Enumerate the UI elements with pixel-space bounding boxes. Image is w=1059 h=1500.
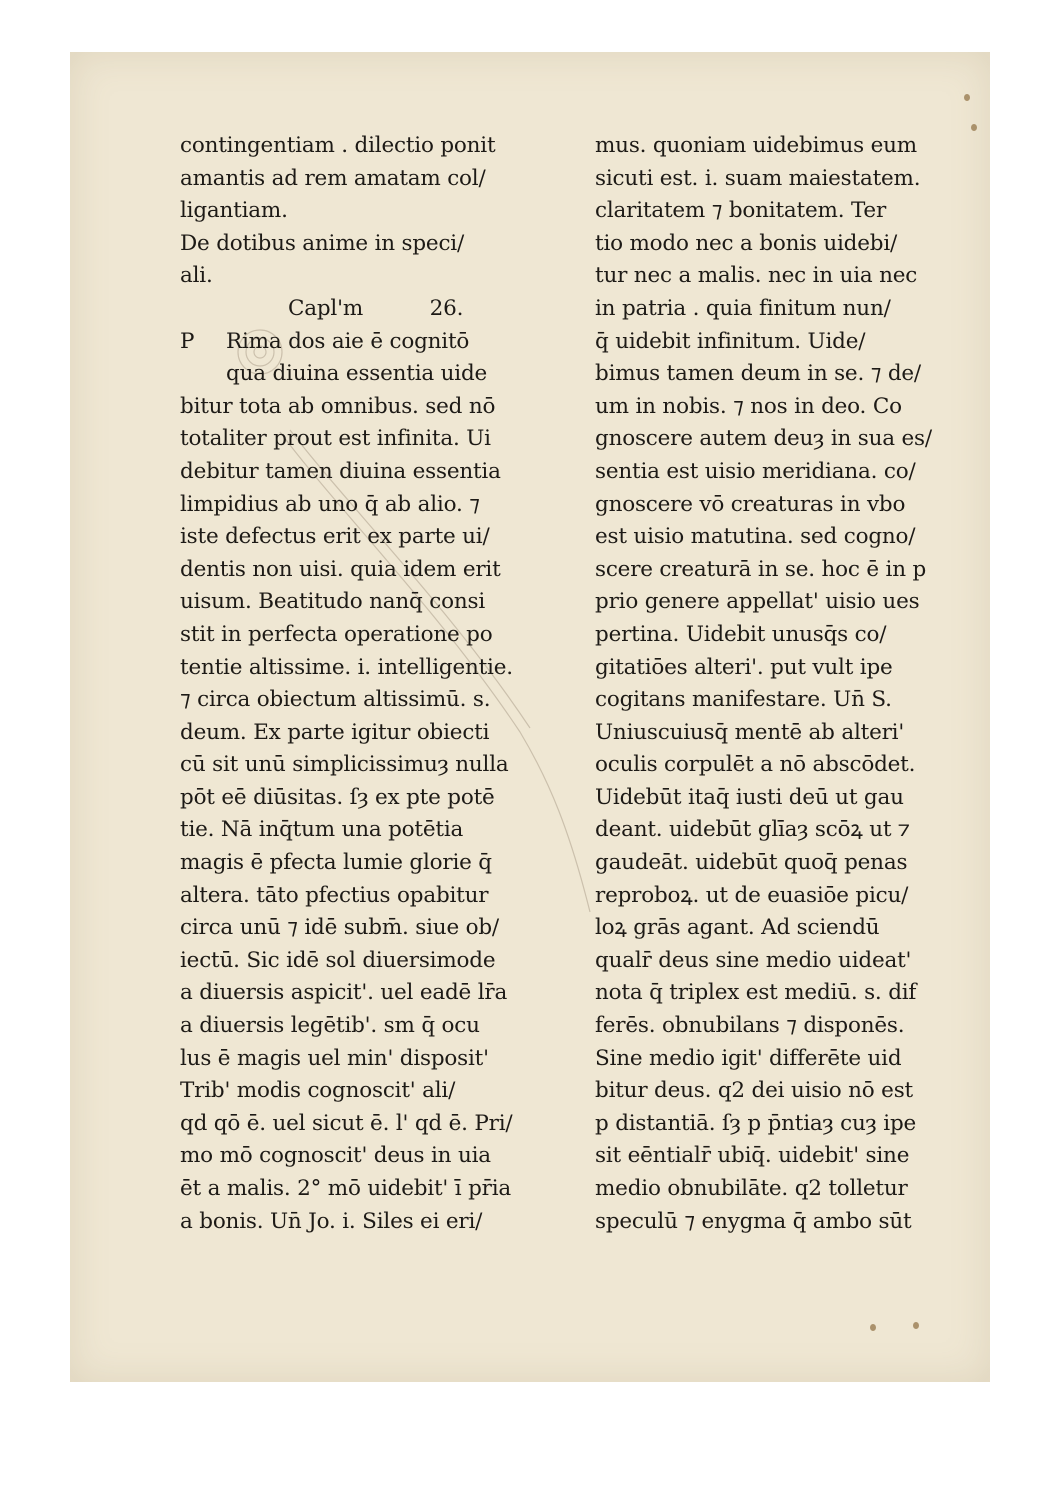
text-line: limpidius ab uno q̄ ab alio. ⁊ — [180, 491, 480, 517]
text-line: lus ē magis uel min' disposit' — [180, 1045, 489, 1071]
text-line: circa unū ⁊ idē subm̄. siue ob/ — [180, 915, 499, 941]
text-line-with-drop-cap — [180, 326, 540, 359]
text-line: ferēs. obnubilans ⁊ disponēs. — [595, 1013, 905, 1039]
text-line: cū sit unū simplicissimuȝ nulla — [180, 752, 509, 778]
text-line: ēt a malis. 2° mō uidebit' ī pr̄ia — [180, 1176, 512, 1201]
text-line: a diuersis aspicit'. uel eadē lr̄a — [180, 980, 508, 1006]
text-line: reproboꝝ. ut de euasiōe picu/ — [595, 882, 909, 908]
text-line: uisum. Beatitudo nanq̄ consi — [180, 589, 485, 615]
text-line: ⁊ circa obiectum altissimū. s. — [180, 687, 491, 713]
text-line: qualr̄ deus sine medio uideat' — [595, 947, 912, 973]
text-line: claritatem ⁊ bonitatem. Ter — [595, 198, 887, 224]
text-line: tentie altissime. i. intelligentie. — [180, 654, 513, 680]
text-line: qd qō ē. uel sicut ē. l' qd ē. Pri/ — [180, 1110, 513, 1136]
text-line: qua diuina essentia uide — [226, 361, 488, 387]
text-line: Trib' modis cognoscit' ali/ — [180, 1078, 456, 1104]
text-line: tur nec a malis. nec in uia nec — [595, 263, 918, 289]
text-line: sicuti est. i. suam maiestatem. — [595, 165, 921, 191]
text-line: medio obnubilāte. q2 tolletur — [595, 1176, 908, 1201]
text-line: altera. tāto pfectius opabitur — [180, 882, 489, 908]
text-line: totaliter prout est infinita. Ui — [180, 426, 491, 452]
text-line: um in nobis. ⁊ nos in deo. Co — [595, 393, 902, 419]
text-line: tio modo nec a bonis uidebi/ — [595, 230, 898, 256]
text-line: Uidebūt itaq̄ iusti deū ut gau — [595, 784, 904, 810]
text-line: bimus tamen deum in se. ⁊ de/ — [595, 361, 921, 387]
text-line: debitur tamen diuina essentia — [180, 458, 501, 484]
text-line: est uisio matutina. sed cogno/ — [595, 524, 916, 550]
text-line: scere creaturā in se. hoc ē in p — [595, 556, 927, 582]
text-line: prio genere appellat' uisio ues — [595, 589, 920, 615]
text-line: a diuersis legētib'. sm q̄ ocu — [180, 1013, 480, 1039]
text-line: ligantiam. — [180, 198, 288, 224]
text-line: bitur deus. q2 dei uisio nō est — [595, 1078, 913, 1104]
drop-cap: P — [180, 328, 195, 354]
chapter-heading: Capl'm 26. — [288, 295, 464, 321]
manuscript-page — [70, 52, 990, 1382]
text-line: mo mō cognoscit' deus in uia — [180, 1143, 491, 1169]
left-text-column — [180, 130, 540, 1238]
text-line: sit eēntialr̄ ubiq̄. uidebit' sine — [595, 1143, 910, 1169]
text-line: loꝝ grās agant. Ad sciendū — [595, 915, 880, 941]
text-line: oculis corpulēt a nō abscōdet. — [595, 752, 916, 778]
text-line: contingentiam . dilectio ponit — [180, 133, 496, 158]
text-line: mus. quoniam uidebimus eum — [595, 133, 917, 158]
text-line: nota q̄ triplex est mediū. s. dif — [595, 980, 917, 1006]
paper-spot — [971, 124, 977, 131]
section-title: De dotibus anime in speci/ — [180, 230, 465, 256]
right-text-column — [595, 130, 970, 1238]
text-line: sentia est uisio meridiana. co/ — [595, 458, 916, 484]
paper-spot — [913, 1322, 919, 1329]
text-line: pōt eē diūsitas. ſȝ ex pte potē — [180, 784, 495, 810]
text-line: pertina. Uidebit unusq̄s co/ — [595, 621, 887, 647]
text-line: amantis ad rem amatam col/ — [180, 165, 486, 191]
text-line: dentis non uisi. quia idem erit — [180, 556, 501, 582]
text-line: gnoscere vō creaturas in vbo — [595, 491, 906, 517]
text-line: magis ē pfecta lumie glorie q̄ — [180, 850, 492, 876]
text-line: p distantiā. ſȝ p p̄ntiaȝ cuȝ ipe — [595, 1110, 917, 1136]
text-line: in patria . quia finitum nun/ — [595, 295, 891, 321]
paper-spot — [870, 1324, 876, 1331]
text-line: gaudeāt. uidebūt quoq̄ penas — [595, 850, 908, 876]
text-line: Sine medio igit' differēte uid — [595, 1045, 902, 1071]
text-line: deant. uidebūt glīaȝ scōꝝ ut ⁊ — [595, 817, 911, 843]
text-line: tie. Nā inq̄tum una potētia — [180, 817, 464, 843]
text-line: iste defectus erit ex parte ui/ — [180, 524, 490, 550]
text-line: bitur tota ab omnibus. sed nō — [180, 393, 496, 419]
text-line: Rima dos aie ē cognitō — [226, 328, 470, 354]
text-line: iectū. Sic idē sol diuersimode — [180, 947, 496, 973]
text-line: cogitans manifestare. Un̄ S. — [595, 687, 892, 713]
text-line: a bonis. Un̄ Jo. i. Siles ei eri/ — [180, 1208, 483, 1234]
text-line: deum. Ex parte igitur obiecti — [180, 719, 490, 745]
text-line: q̄ uidebit infinitum. Uide/ — [595, 328, 866, 354]
text-line: ali. — [180, 263, 213, 289]
paper-spot — [964, 94, 970, 101]
text-line: gnoscere autem deuȝ in sua es/ — [595, 426, 932, 452]
text-line: Uniuscuiusq̄ mentē ab alteri' — [595, 719, 905, 745]
text-line: stit in perfecta operatione po — [180, 621, 493, 647]
text-line: gitatiōes alteri'. put vult ipe — [595, 654, 893, 680]
text-line: speculū ⁊ enygma q̄ ambo sūt — [595, 1208, 912, 1234]
